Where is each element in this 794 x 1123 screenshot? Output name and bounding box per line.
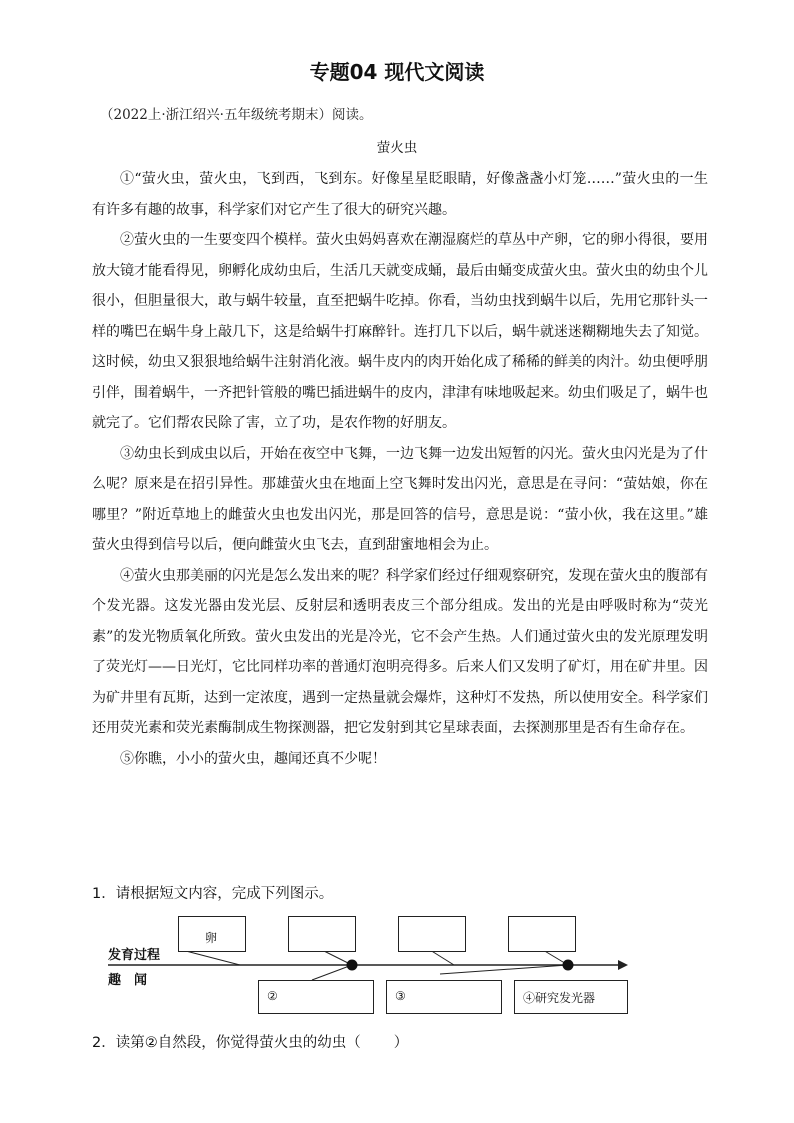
branch-line-6	[440, 965, 568, 974]
branch-line-3	[430, 950, 454, 965]
box-fact-3-text: ③	[395, 989, 406, 1003]
question-2	[92, 1031, 410, 1052]
question-1: 1．请根据短文内容，完成下列图示。	[92, 886, 334, 902]
question-source: （2022上·浙江绍兴·五年级统考期末）阅读。	[100, 107, 373, 123]
branch-line-5	[312, 965, 352, 980]
box-fact-2-text: ②	[267, 989, 278, 1003]
node-dot-2	[563, 960, 574, 971]
node-dot-1	[347, 960, 358, 971]
branch-line-1	[182, 950, 240, 965]
box-blank-1[interactable]	[288, 916, 356, 952]
passage-title: 萤火虫	[376, 140, 418, 156]
fishbone-diagram	[100, 908, 660, 1018]
label-development: 发育过程	[108, 948, 161, 963]
box-fact-4-text: ④研究发光器	[523, 991, 596, 1005]
question-2-answer-blank[interactable]: ）	[360, 1035, 411, 1051]
box-blank-3[interactable]	[508, 916, 576, 952]
paragraph-1: ①“萤火虫，萤火虫，飞到西，飞到东。好像星星眨眼睛，好像盏盏小灯笼……”萤火虫的一生有许多有趣的故事，科学家们对它产生了很大的研究兴趣。	[92, 171, 708, 218]
box-blank-2[interactable]	[398, 916, 466, 952]
paragraph-5: ⑤你瞧，小小的萤火虫，趣闻还真不少呢！	[120, 750, 386, 767]
box-egg-text: 卵	[205, 931, 218, 945]
box-fact-2[interactable]	[258, 980, 374, 1014]
page-title: 专题04 现代文阅读	[309, 60, 485, 84]
box-fact-4	[514, 980, 628, 1014]
paragraph-2: ②萤火虫的一生要变四个模样。萤火虫妈妈喜欢在潮湿腐烂的草丛中产卵，它的卵小得很，要用放大镜才能看得见，卵孵化成幼虫后，生活几天就变成蛹，最后由蛹变成萤火虫。萤火虫的幼虫个儿很小，但胆量很大，敢与蜗牛较量，直至把蜗牛吃掉。你看，当幼虫找到蜗牛以后，先用它那针头一样的嘴巴在蜗牛身上敲几下，这是给蜗牛打麻醉针。连打几下以后，蜗牛就迷迷糊糊地失去了知觉。这时候，幼虫又狠狠地给蜗牛注射消化液。蜗牛皮内的肉开始化成了稀稀的鲜美的肉汁。幼虫便呼朋引伴，围着蜗牛，一齐把针管般的嘴巴插进蜗牛的皮内，津津有味地吸起来。幼虫们吸足了，蜗牛也就完了。它们帮农民除了害，立了功，是农作物的好朋友。	[92, 232, 708, 431]
passage-body	[92, 164, 708, 774]
paragraph-4: ④萤火虫那美丽的闪光是怎么发出来的呢？科学家们经过仔细观察研究，发现在萤火虫的腹部有个发光器。这发光器由发光层、反射层和透明表皮三个部分组成。发出的光是由呼吸时称为“荧光素”的发光物质氧化所致。萤火虫发出的光是冷光，它不会产生热。人们通过萤火虫的发光原理发明了荧光灯——日光灯，它比同样功率的普通灯泡明亮得多。后来人们又发明了矿灯，用在矿井里。因为矿井里有瓦斯，达到一定浓度，遇到一定热量就会爆炸，这种灯不发热，所以使用安全。科学家们还用荧光素和荧光素酶制成生物探测器，把它发射到其它星球表面，去探测那里是否有生命存在。	[92, 567, 708, 736]
box-fact-3[interactable]	[386, 980, 502, 1014]
axis-arrow-head	[618, 960, 628, 970]
box-egg	[178, 916, 246, 952]
label-fun-facts: 趣 闻	[108, 973, 148, 988]
paragraph-3: ③幼虫长到成虫以后，开始在夜空中飞舞，一边飞舞一边发出短暂的闪光。萤火虫闪光是为了什么呢？原来是在招引异性。那雄萤火虫在地面上空飞舞时发出闪光，意思是在寻问：“萤姑娘，你在哪里？”附近草地上的雌萤火虫也发出闪光，那是回答的信号，意思是说：“萤小伙，我在这里。”雄萤火虫得到信号以后，便向雌萤火虫飞去，直到甜蜜地相会为止。	[92, 445, 708, 553]
question-2-text: 2．读第②自然段，你觉得萤火虫的幼虫（	[92, 1035, 361, 1051]
